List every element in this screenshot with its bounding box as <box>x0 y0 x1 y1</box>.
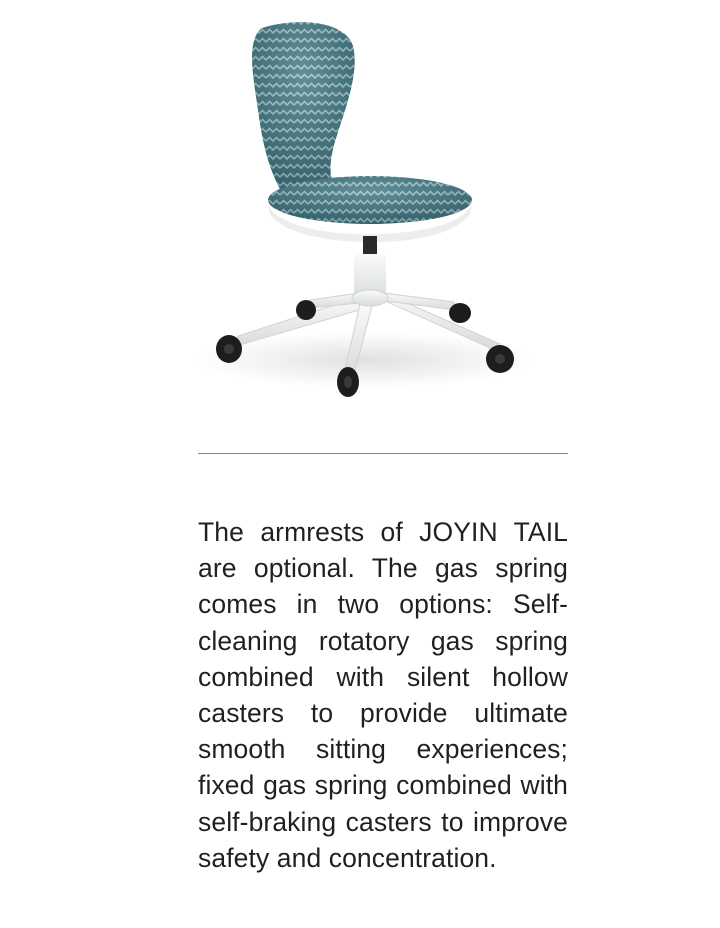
chair-seat <box>268 176 472 224</box>
chair-backrest <box>252 22 355 196</box>
product-description: The armrests of JOYIN TAIL are optional. The gas spring comes in two options: Self-cleaning rotatory gas spring combined with silent hollow casters to provide ultimate smooth sitting experiences; fixed gas spring combined with self-braking casters to improve safety and concentration. <box>198 517 568 873</box>
gas-spring-sleeve <box>363 236 377 256</box>
office-chair-image <box>0 0 720 420</box>
section-divider <box>198 453 568 454</box>
